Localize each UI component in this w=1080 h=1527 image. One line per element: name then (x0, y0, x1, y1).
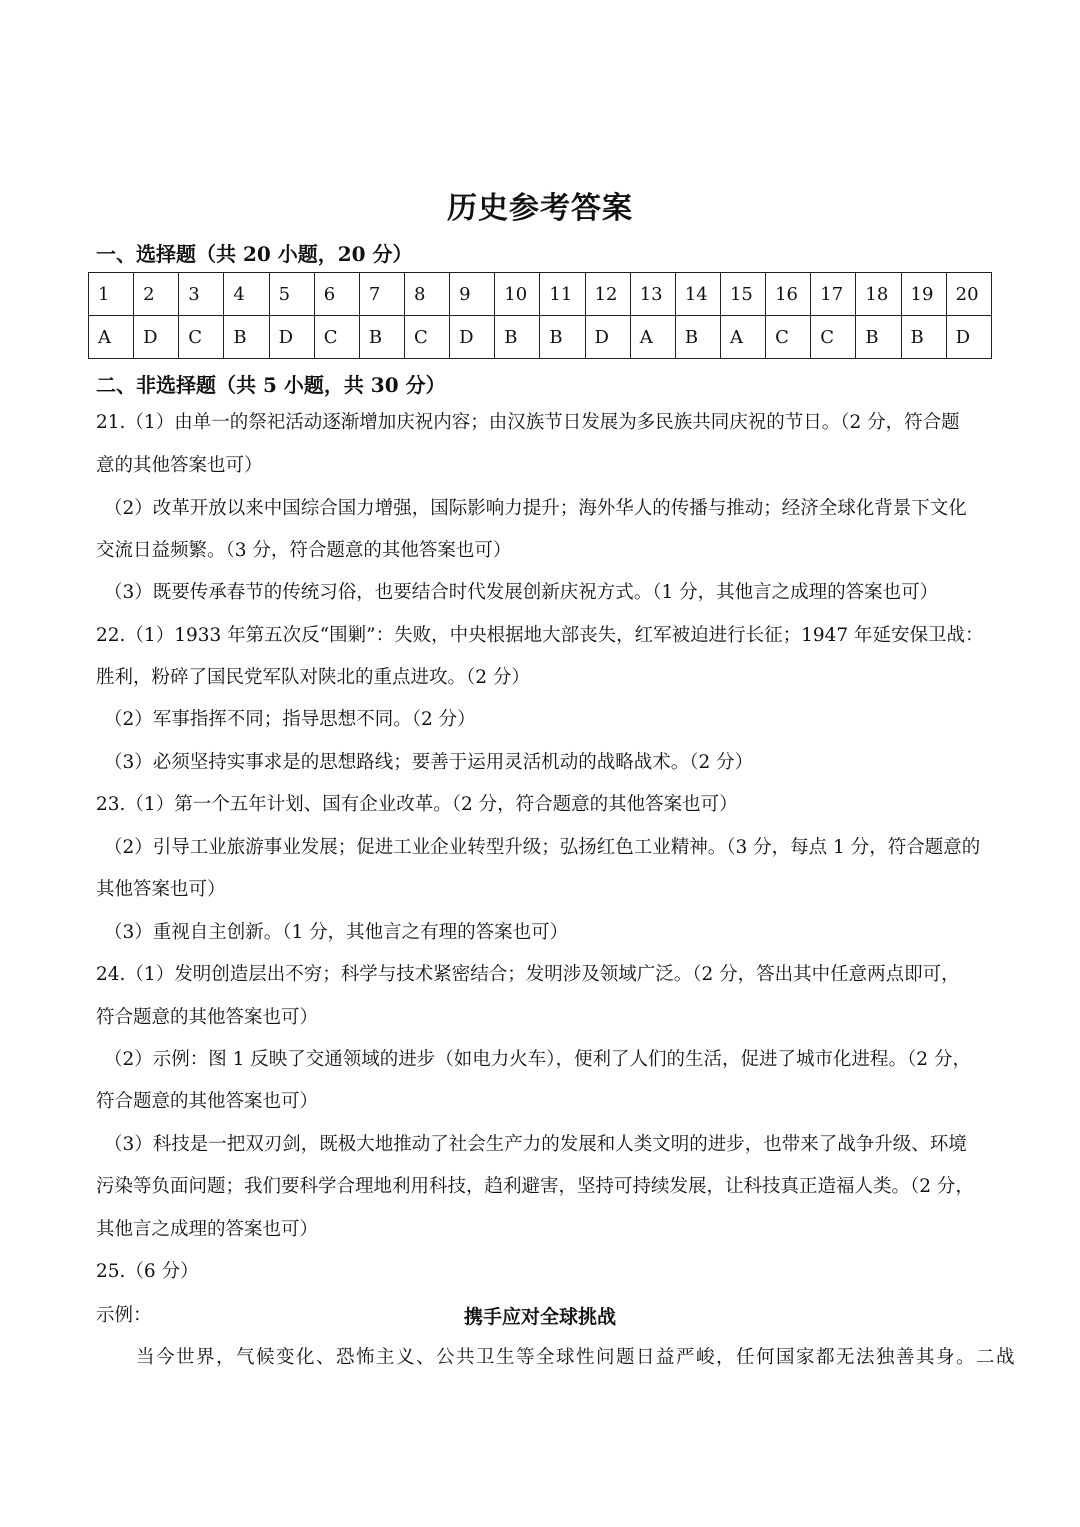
answer-line: 污染等负面问题；我们要科学合理地利用科技，趋利避害，坚持可持续发展，让科技真正造福人类。（2 分， (96, 1176, 974, 1197)
answer-line: （2）示例：图 1 反映了交通领域的进步（如电力火车），便利了人们的生活，促进了城市化进程。（2 分， (104, 1049, 971, 1070)
section-heading-multiple-choice: 一、选择题（共 20 小题，20 分） (96, 242, 413, 266)
question-number: 17 (811, 273, 856, 316)
question-number: 12 (585, 273, 630, 316)
answer-line: 符合题意的其他答案也可） (96, 1091, 319, 1112)
answer-line: 25.（6 分） (96, 1261, 199, 1282)
question-number: 20 (946, 273, 991, 316)
answer-line: （2）改革开放以来中国综合国力增强，国际影响力提升；海外华人的传播与推动；经济全球化背景下文化 (104, 498, 967, 519)
answer-cell: C (404, 316, 449, 359)
question-number: 8 (404, 273, 449, 316)
question-number: 7 (359, 273, 404, 316)
table-row-answers (89, 316, 992, 359)
answer-cell: B (495, 316, 540, 359)
question-number: 13 (630, 273, 675, 316)
answer-line: （3）必须坚持实事求是的思想路线；要善于运用灵活机动的战略战术。（2 分） (104, 752, 754, 773)
answer-cell: C (314, 316, 359, 359)
answer-line: 交流日益频繁。（3 分，符合题意的其他答案也可） (96, 540, 512, 561)
page-title: 历史参考答案 (447, 191, 633, 226)
answer-line: （3）重视自主创新。（1 分，其他言之有理的答案也可） (104, 922, 569, 943)
answer-line: 其他言之成理的答案也可） (96, 1219, 319, 1240)
answer-cell: A (630, 316, 675, 359)
answer-line: 示例： (96, 1305, 152, 1326)
answer-cell: B (901, 316, 946, 359)
table-row-numbers (89, 273, 992, 316)
answer-table (88, 272, 992, 359)
question-number: 2 (134, 273, 179, 316)
question-number: 3 (179, 273, 224, 316)
answer-cell: B (540, 316, 585, 359)
answer-line: 23.（1）第一个五年计划、国有企业改革。（2 分，符合题意的其他答案也可） (96, 794, 738, 815)
answer-cell: C (766, 316, 811, 359)
section-heading-non-choice: 二、非选择题（共 5 小题，共 30 分） (96, 373, 446, 397)
answer-cell: D (946, 316, 991, 359)
answer-cell: C (811, 316, 856, 359)
essay-title: 携手应对全球挑战 (463, 1306, 616, 1328)
answer-line: （3）科技是一把双刃剑，既极大地推动了社会生产力的发展和人类文明的进步，也带来了战争升级、环境 (104, 1134, 967, 1155)
answer-cell: A (720, 316, 765, 359)
answer-cell: B (359, 316, 404, 359)
question-number: 16 (766, 273, 811, 316)
answer-line: 意的其他答案也可） (96, 455, 263, 476)
question-number: 18 (856, 273, 901, 316)
answer-cell: D (585, 316, 630, 359)
question-number: 6 (314, 273, 359, 316)
answer-cell: A (89, 316, 134, 359)
answer-line: 其他答案也可） (96, 879, 226, 900)
answer-cell: B (856, 316, 901, 359)
answer-cell: D (269, 316, 314, 359)
question-number: 10 (495, 273, 540, 316)
answer-line: 22.（1）1933 年第五次反“围剿”：失败，中央根据地大部丧失，红军被迫进行长征；1947 年延安保卫战： (96, 625, 984, 646)
question-number: 9 (450, 273, 495, 316)
essay-paragraph: 当今世界，气候变化、恐怖主义、公共卫生等全球性问题日益严峻，任何国家都无法独善其身。二战 (136, 1347, 1017, 1368)
question-number: 4 (224, 273, 269, 316)
answer-line: （3）既要传承春节的传统习俗，也要结合时代发展创新庆祝方式。（1 分，其他言之成理的答案也可） (104, 582, 939, 603)
answer-line: （2）引导工业旅游事业发展；促进工业企业转型升级；弘扬红色工业精神。（3 分，每点 1 分，符合题意的 (104, 837, 981, 858)
question-number: 19 (901, 273, 946, 316)
answer-cell: B (224, 316, 269, 359)
answer-line: （2）军事指挥不同；指导思想不同。（2 分） (104, 709, 476, 730)
answer-cell: B (675, 316, 720, 359)
answer-line: 21.（1）由单一的祭祀活动逐渐增加庆祝内容；由汉族节日发展为多民族共同庆祝的节日。（2 分，符合题 (96, 412, 960, 433)
answer-line: 24.（1）发明创造层出不穷；科学与技术紧密结合；发明涉及领域广泛。（2 分，答出其中任意两点即可， (96, 964, 960, 985)
answer-line: 胜利，粉碎了国民党军队对陕北的重点进攻。（2 分） (96, 667, 530, 688)
question-number: 11 (540, 273, 585, 316)
answer-cell: C (179, 316, 224, 359)
answer-line: 符合题意的其他答案也可） (96, 1007, 319, 1028)
answer-cell: D (134, 316, 179, 359)
answer-cell: D (450, 316, 495, 359)
question-number: 15 (720, 273, 765, 316)
question-number: 14 (675, 273, 720, 316)
question-number: 5 (269, 273, 314, 316)
question-number: 1 (89, 273, 134, 316)
